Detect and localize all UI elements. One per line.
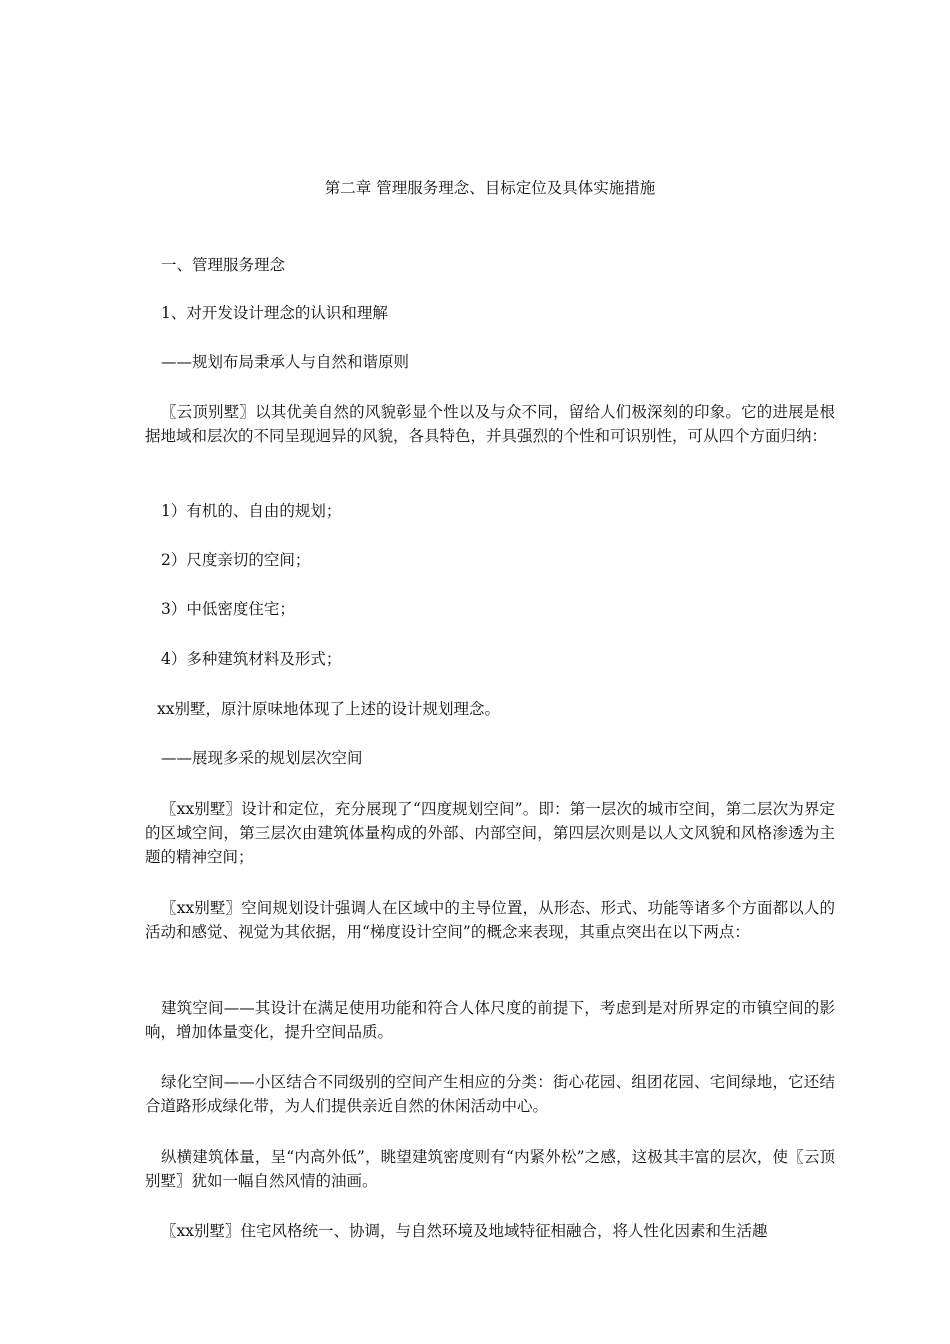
body-paragraph: 纵横建筑体量，呈“内高外低”，眺望建筑密度则有“内紧外松”之感，这极其丰富的层次，使〖云顶别墅〗犹如一幅自然风情的油画。 [145, 1148, 835, 1190]
body-paragraph: 〖xx别墅〗空间规划设计强调人在区域中的主导位置，从形态、形式、功能等诸多个方面都以人的活动和感觉、视觉为其依据，用“梯度设计空间”的概念来表现，其重点突出在以下两点： [145, 899, 835, 941]
principle-heading: ——展现多采的规划层次空间 [161, 749, 363, 767]
chapter-title: 第二章 管理服务理念、目标定位及具体实施措施 [324, 179, 656, 197]
principle-heading: ——规划布局秉承人与自然和谐原则 [161, 353, 410, 371]
body-paragraph: 〖云顶别墅〗以其优美自然的风貌彰显个性以及与众不同，留给人们极深刻的印象。它的进展是根据地域和层次的不同呈现迥异的风貌，各具特色，并具强烈的个性和可识别性，可从四个方面归纳： [145, 403, 835, 445]
body-paragraph: 〖xx别墅〗住宅风格统一、协调，与自然环境及地域特征相融合，将人性化因素和生活趣 [161, 1222, 768, 1240]
list-item: 2）尺度亲切的空间； [161, 551, 311, 569]
subsection-heading: 1、对开发设计理念的认识和理解 [161, 304, 388, 322]
list-item: 3）中低密度住宅； [161, 600, 295, 618]
body-paragraph: xx别墅，原汁原味地体现了上述的设计规划理念。 [157, 700, 500, 718]
list-item: 1）有机的、自由的规划； [161, 502, 342, 520]
list-item: 4）多种建筑材料及形式； [161, 650, 342, 668]
body-paragraph: 建筑空间——其设计在满足使用功能和符合人体尺度的前提下，考虑到是对所界定的市镇空间的影响，增加体量变化，提升空间品质。 [145, 999, 835, 1041]
section-heading: 一、管理服务理念 [161, 256, 286, 274]
body-paragraph: 〖xx别墅〗设计和定位，充分展现了“四度规划空间”。即：第一层次的城市空间，第二层次为界定的区域空间，第三层次由建筑体量构成的外部、内部空间，第四层次则是以人文风貌和风格渗透为主题的精神空间； [145, 800, 835, 866]
body-paragraph: 绿化空间——小区结合不同级别的空间产生相应的分类：街心花园、组团花园、宅间绿地，它还结合道路形成绿化带，为人们提供亲近自然的休闲活动中心。 [145, 1073, 835, 1115]
